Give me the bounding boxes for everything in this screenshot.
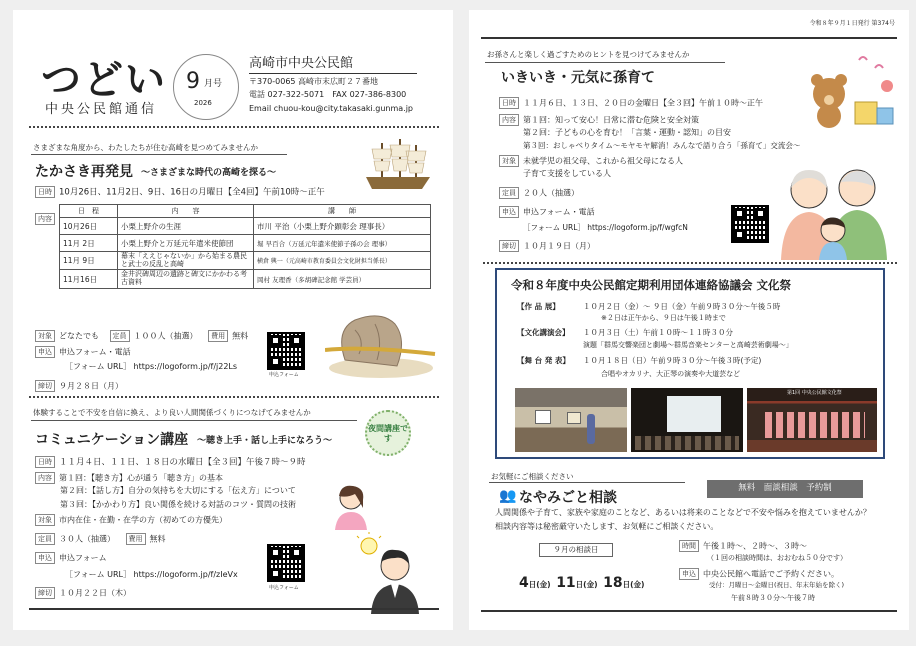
capacity-row <box>35 533 166 545</box>
row-date: 11月 9日 <box>60 252 118 270</box>
section-subtitle: ～さまざまな時代の高崎を探る～ <box>141 168 277 178</box>
tag-date: 日時 <box>35 186 55 198</box>
divider <box>29 126 439 128</box>
tag-time: 時間 <box>679 540 699 552</box>
apply-row <box>499 206 595 218</box>
content-line: 第１回：【聴き方】心が通う「聴き方」の基本 <box>59 473 223 483</box>
apply-row <box>35 552 107 564</box>
target-row <box>35 514 227 526</box>
time-note: （１回の相談時間は、おおむね５０分です） <box>707 554 847 562</box>
deadline-row <box>499 240 595 252</box>
divider <box>29 396 439 398</box>
month-number: 9 <box>186 69 200 94</box>
tag-target: 対象 <box>35 514 55 526</box>
day-number: 18 <box>603 575 623 591</box>
people-icon: 👥 <box>499 488 517 504</box>
row-label: 【文化講演会】 <box>517 328 570 337</box>
top-rule <box>481 37 897 39</box>
content-row <box>499 114 699 126</box>
tag-content: 内容 <box>35 213 55 225</box>
row-content: 幕末「ええじゃないか」から始まる農民と武士の反乱と高崎 <box>118 252 254 270</box>
apply-row <box>679 568 839 580</box>
divider <box>483 262 897 264</box>
capacity-text: ２０人（抽選） <box>523 188 579 198</box>
day-number: 11 <box>556 575 576 591</box>
divider <box>489 482 685 483</box>
section-title: なやみごと相談 <box>519 490 617 506</box>
table-row <box>60 252 431 270</box>
tag-apply: 申込 <box>499 206 519 218</box>
tag-target: 対象 <box>499 155 519 167</box>
row-date: 11月16日 <box>60 270 118 288</box>
section-lead: 体験することで不安を自信に換え、より良い人間関係づくりにつなげてみませんか <box>33 408 311 417</box>
capacity-text: １００人（抽選） <box>133 331 198 341</box>
day-suffix: 日(金) <box>528 580 551 589</box>
org-name: 高崎市中央公民館 <box>249 56 354 71</box>
row-lecturer: 横倉 興一（元高崎市教育委員会文化財担当係長） <box>254 252 431 270</box>
tag-deadline: 締切 <box>499 240 519 252</box>
table-row <box>60 235 431 252</box>
tag-apply: 申込 <box>35 346 55 358</box>
body-text: 相談内容等は秘密厳守いたします、お気軽にご相談ください。 <box>495 522 719 531</box>
tag-apply: 申込 <box>35 552 55 564</box>
day-number: 4 <box>519 575 529 591</box>
tag-date: 日時 <box>499 97 519 109</box>
section-lead: お気軽にご相談ください <box>491 472 574 481</box>
section-subtitle: ～聴き上手・話し上手になろう～ <box>197 436 333 446</box>
row-label: 【作 品 展】 <box>517 302 560 311</box>
stage-photo <box>747 388 877 452</box>
apply-text: 申込フォーム・電話 <box>523 207 595 217</box>
tag-deadline: 締切 <box>35 380 55 392</box>
target-text: 市内在住・在勤・在学の方（初めての方優先） <box>59 515 227 525</box>
content-line: 第２回：子どもの心を育む！「言葉・運動・認知」の目安 <box>523 128 731 137</box>
row-date: 10月26日 <box>60 218 118 235</box>
man-idea-icon <box>355 532 425 614</box>
divider <box>485 62 725 63</box>
deadline-text: １０月２２日（木） <box>59 588 131 598</box>
bottom-rule <box>29 608 439 610</box>
content-line: 第２回：【話し方】自分の気持ちを大切にする「伝え方」について <box>60 486 296 495</box>
section-lead: さまざまな角度から、わたしたちが住む高崎を見つめてみませんか <box>33 143 258 152</box>
target-text: どなたでも <box>59 331 99 341</box>
teddy-bear-toys-icon <box>799 50 899 130</box>
event-date <box>35 186 325 198</box>
visitor-figure <box>587 414 595 444</box>
photo-frame <box>567 412 581 424</box>
row-text: １０月２日（金）～ ９日（金）午前９時３０分～午後５時 <box>583 302 781 311</box>
qr-code-icon[interactable] <box>267 544 305 582</box>
row-note: 合唱やオカリナ、大正琴の演奏や大道芸など <box>601 370 741 378</box>
date-text: １１月４日、１１日、１８日の水曜日【全３回】午後７時～９時 <box>59 457 306 468</box>
form-url[interactable]: ［フォーム URL］ https://logoform.jp/f/zIeVx <box>65 570 238 579</box>
row-lecturer: 岡村 友理香（多胡碑記念館 学芸員） <box>254 270 431 288</box>
photo-frame <box>535 410 551 424</box>
content-line: 第３回：【かかわり方】良い関係を続ける対話のコツ・質問の技術 <box>60 500 296 509</box>
form-url[interactable]: ［フォーム URL］ https://logoform.jp/f/wgfcN <box>523 223 688 232</box>
target-text: 未就学児の祖父母、これから祖父母になる人 <box>523 156 683 166</box>
section-title: コミュニケーション講座 <box>35 432 189 448</box>
capacity-row <box>499 187 579 199</box>
divider <box>31 154 287 155</box>
qr-code-icon[interactable] <box>267 332 305 370</box>
body-text: 人間関係や子育て、家族や家庭のことなど、あるいは将来のことなどで不安や悩みを抱えていませんか？ <box>495 508 871 517</box>
festival-title: 令和８年度中央公民館定期利用団体連絡協議会 文化祭 <box>511 278 792 292</box>
event-date <box>499 97 763 109</box>
email[interactable]: Email chuou-kou@city.takasaki.gunma.jp <box>249 104 413 113</box>
target-row <box>499 155 683 167</box>
qr-code-icon[interactable] <box>731 205 769 243</box>
table-row <box>60 270 431 288</box>
divider <box>249 73 417 74</box>
audience <box>635 436 739 450</box>
apply-text: 中央公民館へ電話でご予約ください。 <box>703 569 839 579</box>
month-circle <box>173 54 239 120</box>
row-content: 小栗上野介の生涯 <box>118 218 254 235</box>
apply-row <box>35 346 131 358</box>
section-title: いきいき・元気に孫育て <box>501 70 655 86</box>
newsletter-title: つどい <box>41 57 167 103</box>
tag-capacity: 定員 <box>35 533 55 545</box>
consult-dates <box>519 572 644 592</box>
section-lead: お孫さんと楽しく過ごすためのヒントを見つけてみませんか <box>487 50 690 59</box>
phone: 電話 027-322-5071 FAX 027-386-8300 <box>249 90 407 99</box>
date-text: 10月26日、11月2日、9日、16日の月曜日【全4回】午前10時～正午 <box>59 187 325 198</box>
tag-capacity: 定員 <box>499 187 519 199</box>
qr-label: 申込フォーム <box>269 372 299 378</box>
ship-icon <box>358 135 438 195</box>
grandparents-child-icon <box>769 160 897 260</box>
culture-festival-box <box>495 268 885 459</box>
address: 〒370-0065 高崎市末広町２７番地 <box>249 77 379 86</box>
row-note: 演題「群馬交響楽団と劇場～群馬音楽センターと高崎芸術劇場～」 <box>583 341 793 349</box>
table-header: 日 程 <box>60 205 118 218</box>
projection-screen <box>667 396 721 432</box>
woman-icon <box>325 480 375 530</box>
dates-label: ９月の相談日 <box>539 543 613 557</box>
lecture-photo <box>631 388 743 452</box>
deadline-row <box>35 587 131 599</box>
target-row <box>35 330 248 342</box>
tag-capacity: 定員 <box>110 330 130 342</box>
event-date <box>35 456 306 468</box>
night-course-badge: 夜間講座です <box>365 410 411 456</box>
row-content: 小栗上野介と万延元年遣米使節団 <box>118 235 254 252</box>
capacity-text: ３０人（抽選） <box>59 534 115 544</box>
apply-note: 受付：月曜日～金曜日(祝日、年末年始を除く) <box>709 581 845 589</box>
apply-text: 申込フォーム <box>59 553 107 563</box>
consultation-badge: 無料 面談相談 予約制 <box>707 480 863 498</box>
divider <box>31 420 357 421</box>
tag-content: 内容 <box>35 472 55 484</box>
fee-text: 無料 <box>232 331 249 341</box>
row-text: １０月３日（土）午前１０時～１１時３０分 <box>583 328 733 337</box>
tag-target: 対象 <box>35 330 55 342</box>
time-row <box>679 540 807 552</box>
tag-fee: 費用 <box>208 330 228 342</box>
row-date: 11月 2日 <box>60 235 118 252</box>
deadline-text: １０月１９日（月） <box>523 241 595 251</box>
form-url[interactable]: ［フォーム URL］ https://logoform.jp/f/j22Ls <box>65 362 238 371</box>
schedule-table <box>59 204 431 289</box>
stage-banner: 第1回 中央公民館文化祭 <box>787 390 842 396</box>
stone-monument-icon <box>325 310 437 390</box>
tag-date: 日時 <box>35 456 55 468</box>
tag-content: 内容 <box>499 114 519 126</box>
row-content: 金井沢碑周辺の遺跡と碑文にかかわる考古資料 <box>118 270 254 288</box>
section-title: たかさき再発見 <box>35 164 133 180</box>
qr-label: 申込フォーム <box>269 585 299 591</box>
month-suffix: 月号 <box>204 79 223 89</box>
apply-note: 午前８時３０分～午後７時 <box>731 594 815 602</box>
performers <box>765 412 865 438</box>
table-header: 内 容 <box>118 205 254 218</box>
left-page <box>13 10 453 630</box>
right-page <box>469 10 909 630</box>
date-text: １１月６日、１３日、２０日の金曜日【全３回】午前１０時～正午 <box>523 98 763 108</box>
day-suffix: 日(金) <box>622 580 645 589</box>
year: 2026 <box>194 99 212 107</box>
tag-fee: 費用 <box>126 533 146 545</box>
content-line: 第３回：おしゃべりタイム～モヤモヤ解消！みんなで語り合う「孫育て」交流会～ <box>523 141 801 150</box>
newsletter-subtitle: 中央公民館通信 <box>45 102 158 117</box>
content-row <box>35 472 223 484</box>
deadline-row <box>35 380 123 392</box>
row-label: 【舞 台 発 表】 <box>517 356 570 365</box>
target-text: 子育て支援をしている人 <box>523 169 611 178</box>
day-suffix: 日(金) <box>575 580 598 589</box>
issue-info: 令和８年９月１日発行 第374号 <box>809 20 895 27</box>
table-row <box>60 218 431 235</box>
row-lecturer: 市川 平治（小栗上野介顕彰会 理事長） <box>254 218 431 235</box>
exhibition-photo <box>515 388 627 452</box>
table-header-row <box>60 205 431 218</box>
row-lecturer: 堀 早百合（万延元年遣米使節子孫の会 理事） <box>254 235 431 252</box>
row-text: １０月１８日（日）午前９時３０分～午後３時(予定) <box>583 356 762 365</box>
bottom-rule <box>481 610 897 612</box>
row-note: ※２日は正午から、９日は午後１時まで <box>601 314 726 322</box>
deadline-text: ９月２８日（月） <box>59 381 123 391</box>
time-text: 午後１時～、２時～、３時～ <box>703 541 807 551</box>
content-tag-row <box>35 208 59 227</box>
tag-apply: 申込 <box>679 568 699 580</box>
stage-floor <box>747 440 877 452</box>
tag-deadline: 締切 <box>35 587 55 599</box>
content-line: 第１回：知って安心！日常に潜む危険と安全対策 <box>523 115 699 125</box>
fee-text: 無料 <box>149 534 166 544</box>
apply-text: 申込フォーム・電話 <box>59 347 131 357</box>
table-header: 講 師 <box>254 205 431 218</box>
